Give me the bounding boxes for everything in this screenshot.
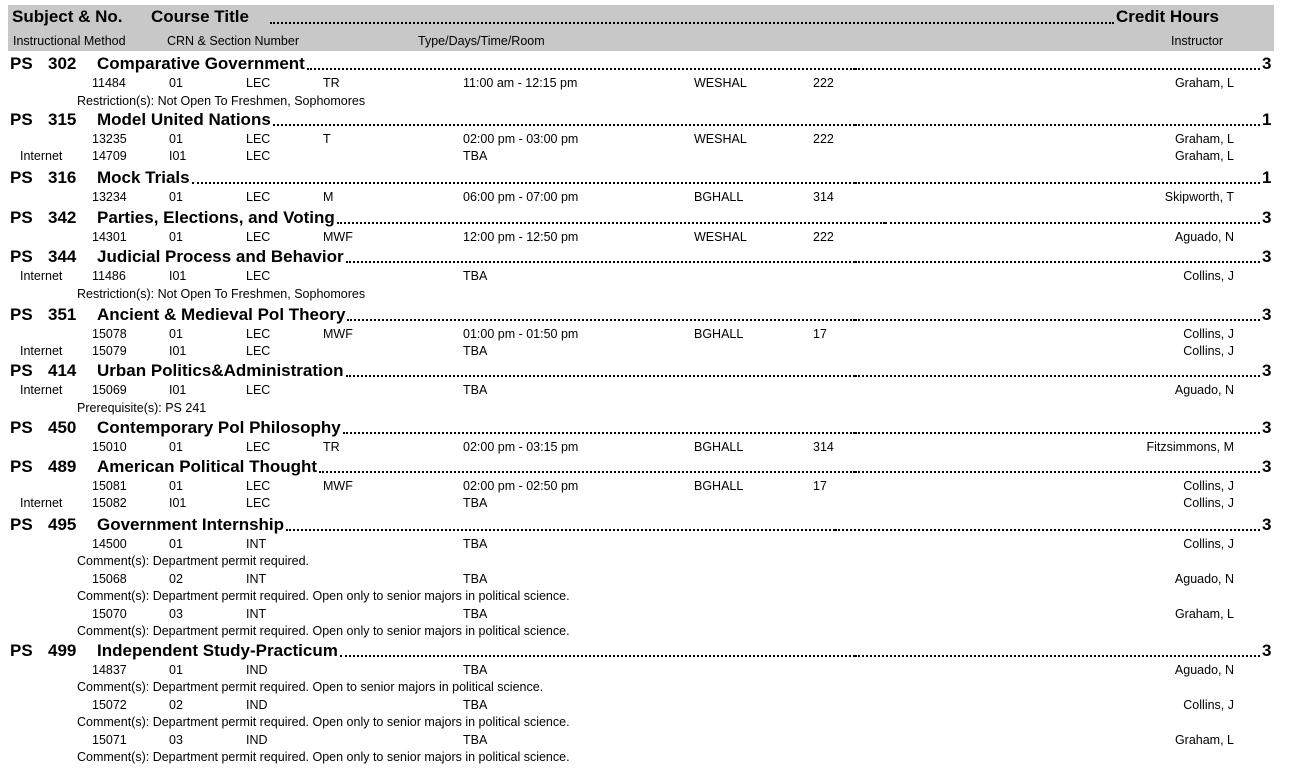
section-number: 01 bbox=[169, 327, 183, 341]
section-comment: Comment(s): Department permit required. Open only to senior majors in political science. bbox=[77, 750, 570, 764]
section-number: 01 bbox=[169, 440, 183, 454]
title-leader-dots bbox=[835, 529, 1260, 531]
section-method: Internet bbox=[20, 269, 63, 283]
course-subject: PS bbox=[10, 418, 33, 437]
section-type: LEC bbox=[246, 440, 271, 454]
section-number: I01 bbox=[169, 149, 187, 163]
section-method: Internet bbox=[20, 496, 63, 510]
section-number: I01 bbox=[169, 383, 187, 397]
section-time: TBA bbox=[463, 537, 488, 551]
section-row bbox=[0, 131, 1290, 147]
section-comment: Comment(s): Department permit required. bbox=[77, 554, 310, 568]
title-leader-dots bbox=[855, 375, 1260, 377]
section-crn: 14709 bbox=[92, 149, 127, 163]
section-time: TBA bbox=[463, 733, 488, 747]
section-number: 03 bbox=[169, 607, 183, 621]
section-instructor: Collins, J bbox=[1183, 698, 1234, 712]
course-credits: 3 bbox=[1262, 361, 1272, 380]
course-title: Ancient & Medieval Pol Theory bbox=[97, 305, 346, 324]
section-time: TBA bbox=[463, 698, 488, 712]
section-row bbox=[0, 495, 1290, 511]
section-row bbox=[0, 732, 1290, 748]
course-title: Judicial Process and Behavior bbox=[97, 247, 344, 266]
section-type: LEC bbox=[246, 269, 271, 283]
header-credit-hours: Credit Hours bbox=[1116, 7, 1219, 26]
section-crn: 15068 bbox=[92, 572, 127, 586]
course-credits: 3 bbox=[1262, 208, 1272, 227]
header-course-title: Course Title bbox=[151, 7, 249, 26]
section-number: 01 bbox=[169, 230, 183, 244]
section-method: Internet bbox=[20, 383, 63, 397]
section-crn: 15071 bbox=[92, 733, 127, 747]
section-time: TBA bbox=[463, 269, 488, 283]
course-subject: PS bbox=[10, 110, 33, 129]
course-subject: PS bbox=[10, 641, 33, 660]
section-row bbox=[0, 606, 1290, 622]
section-instructor: Graham, L bbox=[1174, 149, 1234, 163]
course-note: Restriction(s): Not Open To Freshmen, Sophomores bbox=[77, 287, 366, 301]
section-time: TBA bbox=[463, 607, 488, 621]
section-row bbox=[0, 478, 1290, 494]
section-instructor: Collins, J bbox=[1183, 479, 1234, 493]
title-leader-dots bbox=[855, 124, 1260, 126]
section-comment: Comment(s): Department permit required. Open only to senior majors in political science. bbox=[77, 715, 570, 729]
section-row bbox=[0, 148, 1290, 164]
course-number: 302 bbox=[48, 54, 77, 73]
course-number: 344 bbox=[48, 247, 77, 266]
section-days: MWF bbox=[323, 479, 353, 493]
section-row bbox=[0, 189, 1290, 205]
section-instructor: Collins, J bbox=[1183, 537, 1234, 551]
section-number: I01 bbox=[169, 496, 187, 510]
section-time: TBA bbox=[463, 496, 488, 510]
section-time: 02:00 pm - 02:50 pm bbox=[463, 479, 579, 493]
section-type: LEC bbox=[246, 132, 271, 146]
course-subject: PS bbox=[10, 515, 33, 534]
section-row bbox=[0, 662, 1290, 678]
section-row bbox=[0, 536, 1290, 552]
title-leader-dots bbox=[855, 261, 1260, 263]
section-type: IND bbox=[246, 698, 268, 712]
title-leader-dots bbox=[286, 529, 835, 531]
section-comment: Comment(s): Department permit required. Open only to senior majors in political science. bbox=[77, 624, 570, 638]
course-title-row bbox=[0, 515, 1290, 535]
course-title: Independent Study-Practicum bbox=[97, 641, 338, 660]
course-title-row bbox=[0, 247, 1290, 267]
section-type: IND bbox=[246, 663, 268, 677]
section-type: IND bbox=[246, 733, 268, 747]
section-row bbox=[0, 439, 1290, 455]
course-title-row bbox=[0, 361, 1290, 381]
title-leader-dots bbox=[855, 319, 1260, 321]
section-number: 01 bbox=[169, 190, 183, 204]
section-row bbox=[0, 268, 1290, 284]
course-title-row bbox=[0, 208, 1290, 228]
section-days: TR bbox=[323, 76, 340, 90]
course-credits: 3 bbox=[1262, 418, 1272, 437]
section-type: LEC bbox=[246, 344, 271, 358]
section-room: 17 bbox=[813, 327, 827, 341]
section-instructor: Collins, J bbox=[1183, 344, 1234, 358]
section-instructor: Collins, J bbox=[1183, 269, 1234, 283]
section-instructor: Collins, J bbox=[1183, 496, 1234, 510]
section-type: LEC bbox=[246, 190, 271, 204]
section-crn: 15082 bbox=[92, 496, 127, 510]
header-crn-section: CRN & Section Number bbox=[167, 34, 299, 48]
section-type: LEC bbox=[246, 230, 271, 244]
section-time: 12:00 pm - 12:50 pm bbox=[463, 230, 579, 244]
section-time: 06:00 pm - 07:00 pm bbox=[463, 190, 579, 204]
course-number: 489 bbox=[48, 457, 77, 476]
course-subject: PS bbox=[10, 305, 33, 324]
course-credits: 3 bbox=[1262, 54, 1272, 73]
course-note: Restriction(s): Not Open To Freshmen, Sophomores bbox=[77, 94, 366, 108]
section-crn: 15072 bbox=[92, 698, 127, 712]
title-leader-dots bbox=[855, 68, 1260, 70]
section-instructor: Aguado, N bbox=[1174, 572, 1234, 586]
section-instructor: Collins, J bbox=[1183, 327, 1234, 341]
course-title: Model United Nations bbox=[97, 110, 271, 129]
section-row bbox=[0, 343, 1290, 359]
section-time: TBA bbox=[463, 344, 488, 358]
section-days: MWF bbox=[323, 230, 353, 244]
section-row bbox=[0, 382, 1290, 398]
title-leader-dots bbox=[346, 375, 855, 377]
title-leader-dots bbox=[343, 432, 855, 434]
course-number: 499 bbox=[48, 641, 77, 660]
section-crn: 11484 bbox=[92, 76, 126, 90]
section-instructor: Graham, L bbox=[1174, 733, 1234, 747]
section-number: I01 bbox=[169, 344, 187, 358]
course-title-row bbox=[0, 305, 1290, 325]
section-row bbox=[0, 697, 1290, 713]
course-title-row bbox=[0, 457, 1290, 477]
section-instructor: Graham, L bbox=[1174, 132, 1234, 146]
section-crn: 13234 bbox=[92, 190, 127, 204]
course-note: Prerequisite(s): PS 241 bbox=[77, 401, 207, 415]
course-credits: 1 bbox=[1262, 110, 1272, 129]
section-building: BGHALL bbox=[694, 479, 744, 493]
course-subject: PS bbox=[10, 208, 33, 227]
section-time: TBA bbox=[463, 149, 488, 163]
section-time: TBA bbox=[463, 383, 488, 397]
section-number: I01 bbox=[169, 269, 187, 283]
section-method: Internet bbox=[20, 149, 63, 163]
section-crn: 15079 bbox=[92, 344, 127, 358]
course-subject: PS bbox=[10, 54, 33, 73]
section-crn: 15070 bbox=[92, 607, 127, 621]
section-row bbox=[0, 571, 1290, 587]
course-number: 495 bbox=[48, 515, 77, 534]
section-building: BGHALL bbox=[694, 190, 744, 204]
section-instructor: Aguado, N bbox=[1174, 230, 1234, 244]
course-title: American Political Thought bbox=[97, 457, 318, 476]
section-type: INT bbox=[246, 572, 267, 586]
title-leader-dots bbox=[855, 182, 1260, 184]
header-instructional-method: Instructional Method bbox=[13, 34, 126, 48]
section-time: 02:00 pm - 03:15 pm bbox=[463, 440, 579, 454]
course-number: 414 bbox=[48, 361, 77, 380]
section-instructor: Aguado, N bbox=[1174, 383, 1234, 397]
section-time: 02:00 pm - 03:00 pm bbox=[463, 132, 579, 146]
course-title-row bbox=[0, 54, 1290, 74]
section-method: Internet bbox=[20, 344, 63, 358]
section-instructor: Aguado, N bbox=[1174, 663, 1234, 677]
course-title-row bbox=[0, 110, 1290, 130]
section-days: TR bbox=[323, 440, 340, 454]
title-leader-dots bbox=[855, 655, 1260, 657]
header-subject-no: Subject & No. bbox=[12, 7, 123, 26]
section-number: 01 bbox=[169, 76, 183, 90]
course-number: 351 bbox=[48, 305, 77, 324]
course-title: Government Internship bbox=[97, 515, 285, 534]
title-leader-dots bbox=[340, 655, 855, 657]
title-leader-dots bbox=[319, 471, 855, 473]
section-type: INT bbox=[246, 607, 267, 621]
course-title-row bbox=[0, 641, 1290, 661]
course-title: Parties, Elections, and Voting bbox=[97, 208, 335, 227]
title-leader-dots bbox=[307, 68, 855, 70]
section-crn: 15010 bbox=[92, 440, 127, 454]
section-building: WESHAL bbox=[694, 132, 747, 146]
header-leader-dots bbox=[270, 22, 1114, 24]
course-title: Contemporary Pol Philosophy bbox=[97, 418, 341, 437]
section-crn: 14837 bbox=[92, 663, 127, 677]
course-number: 316 bbox=[48, 168, 77, 187]
course-credits: 3 bbox=[1262, 305, 1272, 324]
section-crn: 14500 bbox=[92, 537, 127, 551]
section-type: LEC bbox=[246, 383, 271, 397]
course-title-row bbox=[0, 418, 1290, 438]
section-room: 17 bbox=[813, 479, 827, 493]
course-title: Urban Politics&Administration bbox=[97, 361, 344, 380]
section-number: 01 bbox=[169, 663, 183, 677]
course-number: 342 bbox=[48, 208, 77, 227]
section-time: TBA bbox=[463, 572, 488, 586]
course-title: Comparative Government bbox=[97, 54, 305, 73]
section-type: LEC bbox=[246, 479, 271, 493]
section-number: 01 bbox=[169, 537, 183, 551]
course-subject: PS bbox=[10, 247, 33, 266]
section-comment: Comment(s): Department permit required. Open only to senior majors in political science. bbox=[77, 589, 570, 603]
title-leader-dots bbox=[347, 319, 855, 321]
section-row bbox=[0, 229, 1290, 245]
section-row bbox=[0, 326, 1290, 342]
title-leader-dots bbox=[885, 222, 1260, 224]
course-number: 450 bbox=[48, 418, 77, 437]
course-title-row bbox=[0, 168, 1290, 188]
header-type-days-time-room: Type/Days/Time/Room bbox=[418, 34, 545, 48]
section-type: LEC bbox=[246, 496, 271, 510]
course-subject: PS bbox=[10, 361, 33, 380]
section-instructor: Graham, L bbox=[1174, 607, 1234, 621]
section-crn: 13235 bbox=[92, 132, 127, 146]
header-instructor: Instructor bbox=[1171, 34, 1224, 48]
section-crn: 15081 bbox=[92, 479, 127, 493]
section-number: 01 bbox=[169, 132, 183, 146]
section-crn: 15078 bbox=[92, 327, 127, 341]
title-leader-dots bbox=[855, 432, 1260, 434]
section-crn: 11486 bbox=[92, 269, 126, 283]
title-leader-dots bbox=[192, 182, 855, 184]
course-credits: 1 bbox=[1262, 168, 1272, 187]
section-row bbox=[0, 75, 1290, 91]
section-crn: 15069 bbox=[92, 383, 127, 397]
title-leader-dots bbox=[273, 124, 855, 126]
section-type: LEC bbox=[246, 327, 271, 341]
course-subject: PS bbox=[10, 168, 33, 187]
section-building: WESHAL bbox=[694, 230, 747, 244]
section-time: 11:00 am - 12:15 pm bbox=[463, 76, 578, 90]
course-credits: 3 bbox=[1262, 515, 1272, 534]
section-number: 01 bbox=[169, 479, 183, 493]
title-leader-dots bbox=[855, 471, 1260, 473]
section-instructor: Fitzsimmons, M bbox=[1146, 440, 1234, 454]
section-building: BGHALL bbox=[694, 440, 744, 454]
section-time: 01:00 pm - 01:50 pm bbox=[463, 327, 579, 341]
section-type: INT bbox=[246, 537, 267, 551]
section-building: WESHAL bbox=[694, 76, 747, 90]
course-number: 315 bbox=[48, 110, 77, 129]
course-credits: 3 bbox=[1262, 247, 1272, 266]
section-room: 222 bbox=[813, 76, 834, 90]
course-credits: 3 bbox=[1262, 457, 1272, 476]
course-credits: 3 bbox=[1262, 641, 1272, 660]
section-room: 314 bbox=[813, 440, 834, 454]
section-instructor: Graham, L bbox=[1174, 76, 1234, 90]
section-comment: Comment(s): Department permit required. Open to senior majors in political science. bbox=[77, 680, 544, 694]
section-building: BGHALL bbox=[694, 327, 744, 341]
section-days: T bbox=[323, 132, 331, 146]
title-leader-dots bbox=[337, 222, 885, 224]
section-room: 314 bbox=[813, 190, 834, 204]
section-type: LEC bbox=[246, 149, 271, 163]
section-number: 02 bbox=[169, 698, 183, 712]
section-days: M bbox=[323, 190, 334, 204]
section-room: 222 bbox=[813, 132, 834, 146]
section-time: TBA bbox=[463, 663, 488, 677]
section-type: LEC bbox=[246, 76, 271, 90]
title-leader-dots bbox=[346, 261, 855, 263]
course-title: Mock Trials bbox=[97, 168, 190, 187]
section-number: 02 bbox=[169, 572, 183, 586]
section-room: 222 bbox=[813, 230, 834, 244]
section-instructor: Skipworth, T bbox=[1164, 190, 1234, 204]
course-subject: PS bbox=[10, 457, 33, 476]
section-crn: 14301 bbox=[92, 230, 127, 244]
section-number: 03 bbox=[169, 733, 183, 747]
section-days: MWF bbox=[323, 327, 353, 341]
